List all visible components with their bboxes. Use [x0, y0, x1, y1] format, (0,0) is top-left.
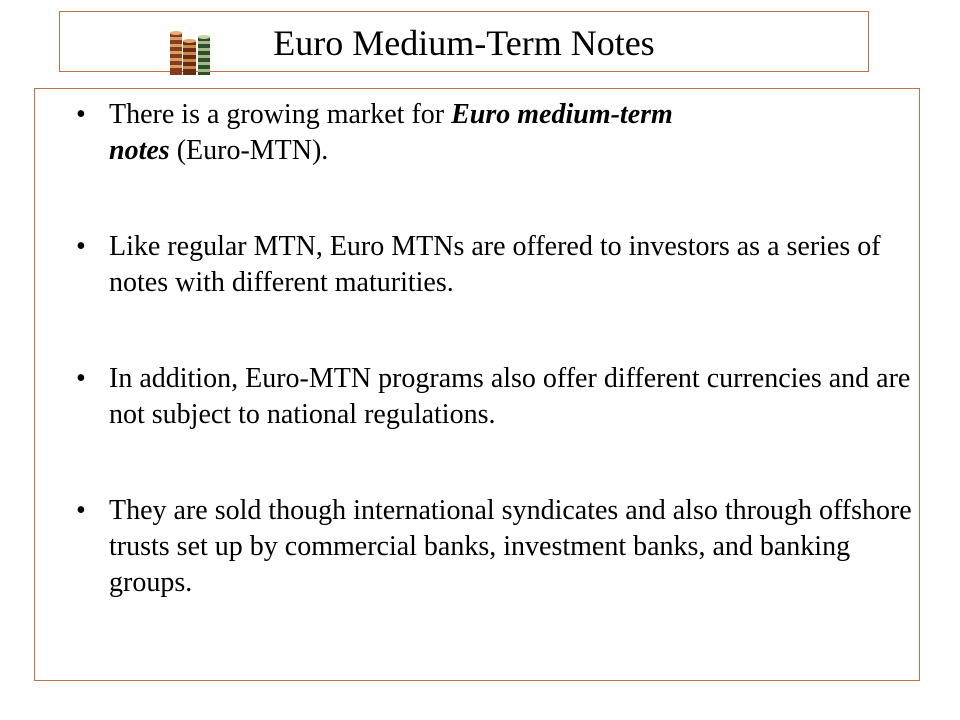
bullet-marker: •: [76, 231, 86, 262]
bullet-text: Like regular MTN, Euro MTNs are offered to investors as a series of notes with different maturities.: [109, 231, 881, 298]
bullet-marker: •: [76, 495, 86, 526]
bullet-item: [76, 97, 916, 169]
bullet-marker: •: [76, 99, 86, 130]
bullet-emphasis: Euro medium-term: [451, 99, 673, 130]
bullet-text-lead: There is a growing market for: [109, 99, 452, 130]
bullet-emphasis-notes: notes: [109, 135, 170, 166]
bullet-item: [76, 493, 916, 601]
slide-title: Euro Medium-Term Notes: [273, 23, 655, 63]
bullet-item: [76, 229, 916, 301]
title-frame: [59, 11, 869, 72]
bullet-text: They are sold though international syndicates and also through offshore trusts set up by commercial banks, investment banks, and banking groups.: [109, 495, 912, 598]
bullet-list: [76, 97, 916, 601]
bullet-marker: •: [76, 363, 86, 394]
bullet-text: In addition, Euro-MTN programs also offer different currencies and are not subject to national regulations.: [109, 363, 911, 430]
bullet-item: [76, 361, 916, 433]
bullet-text-tail: (Euro-MTN).: [169, 135, 329, 166]
content-frame: [34, 88, 920, 681]
